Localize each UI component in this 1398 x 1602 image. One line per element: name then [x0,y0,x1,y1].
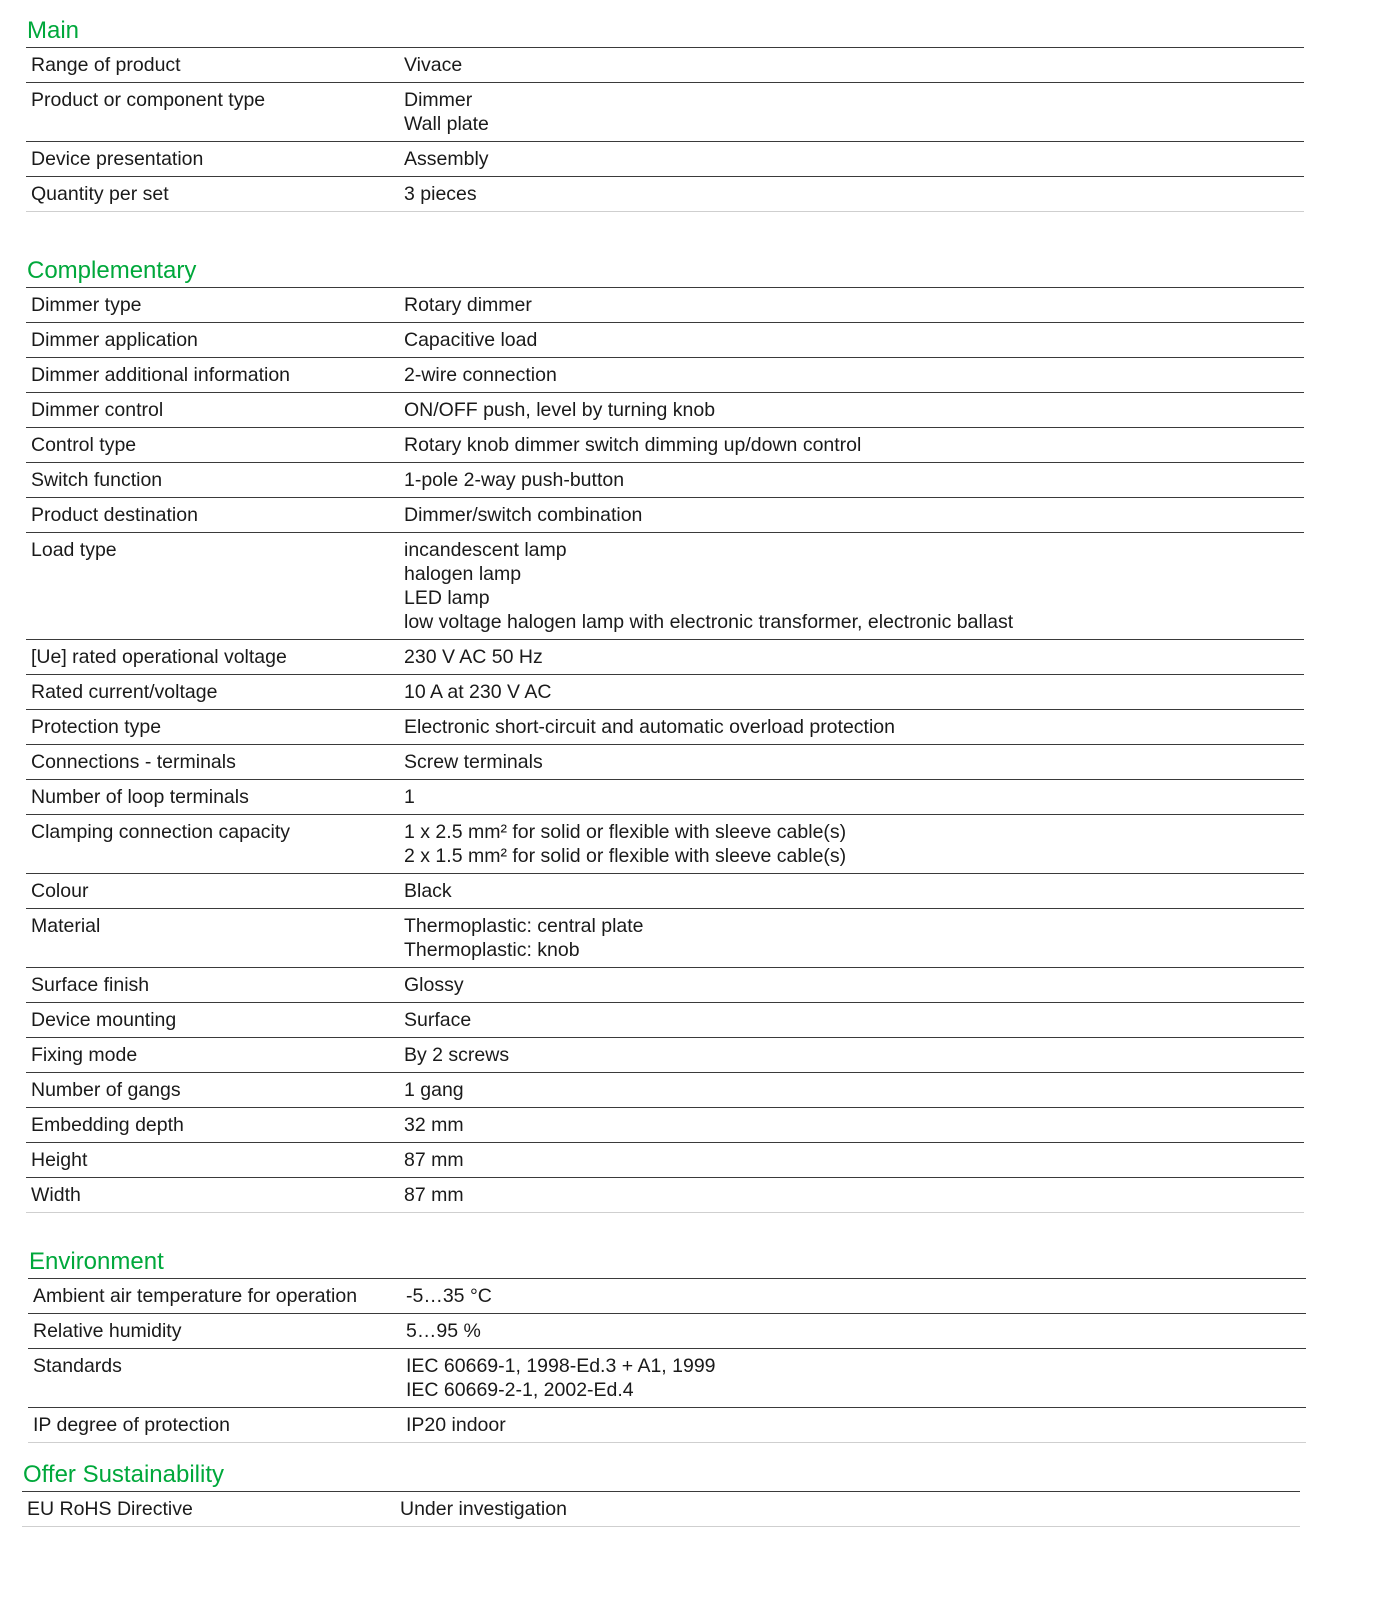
spec-value [404,468,1304,492]
spec-label: Protection type [31,716,162,738]
spec-value [404,1113,1304,1137]
spec-label: Range of product [31,54,181,76]
spec-row-colour [26,874,1304,909]
spec-row-width [26,1178,1304,1213]
spec-label: Dimmer additional information [31,364,291,386]
spec-value [406,1354,1306,1402]
spec-value-line: IEC 60669-2-1, 2002-Ed.4 [406,1379,634,1401]
spec-label: Embedding depth [31,1114,184,1136]
spec-value [404,398,1304,422]
spec-value-line: Capacitive load [404,329,538,351]
spec-value [404,293,1304,317]
section-title: Environment [29,1248,164,1275]
spec-value-line: LED lamp [404,587,490,609]
spec-row-dimmer-application [26,323,1304,358]
spec-label: Device mounting [31,1009,177,1031]
spec-value-line: IP20 indoor [406,1414,506,1436]
spec-row-standards [28,1349,1306,1408]
spec-label: Dimmer application [31,329,198,351]
spec-value-line: Assembly [404,148,489,170]
spec-value-line: 10 A at 230 V AC [404,681,552,703]
spec-value-line: Surface [404,1009,472,1031]
spec-value-line: 3 pieces [404,183,477,205]
spec-value [404,973,1304,997]
spec-row-load-type [26,533,1304,640]
spec-value [400,1497,1300,1521]
spec-value [404,914,1304,962]
spec-label: Rated current/voltage [31,681,218,703]
spec-table [26,47,1304,212]
spec-label: Product destination [31,504,198,526]
spec-row-device-mounting [26,1003,1304,1038]
spec-value-line: Under investigation [400,1498,567,1520]
spec-value [404,147,1304,171]
spec-label: Number of gangs [31,1079,181,1101]
spec-label: Colour [31,880,89,902]
spec-label: Device presentation [31,148,204,170]
spec-table [28,1278,1306,1443]
spec-value-line: IEC 60669-1, 1998-Ed.3 + A1, 1999 [406,1355,716,1377]
spec-row-range-of-product [26,48,1304,83]
spec-value [406,1413,1306,1437]
spec-row-ip-degree-of-protection [28,1408,1306,1443]
spec-row-embedding-depth [26,1108,1304,1143]
spec-row-quantity-per-set [26,177,1304,212]
spec-label: Fixing mode [31,1044,138,1066]
spec-value-line: 87 mm [404,1184,464,1206]
spec-table [26,287,1304,1213]
section-environment [28,1248,1306,1443]
spec-row-dimmer-additional-information [26,358,1304,393]
spec-row-switch-function [26,463,1304,498]
spec-label: IP degree of protection [33,1414,230,1436]
spec-value [404,363,1304,387]
spec-label: Surface finish [31,974,150,996]
spec-label: Dimmer type [31,294,142,316]
spec-value-line: incandescent lamp [404,539,567,561]
spec-value [406,1284,1306,1308]
spec-value-line: 1-pole 2-way push-button [404,469,625,491]
spec-row-number-of-gangs [26,1073,1304,1108]
spec-row-product-destination [26,498,1304,533]
spec-value-line: -5…35 °C [406,1285,492,1307]
spec-value-line: low voltage halogen lamp with electronic transformer, electronic ballast [404,611,1014,633]
spec-value-line: Rotary knob dimmer switch dimming up/down control [404,434,862,456]
spec-label: Ambient air temperature for operation [33,1285,358,1307]
spec-label: Dimmer control [31,399,164,421]
spec-label: Width [31,1184,81,1206]
spec-row-clamping-connection-capacity [26,815,1304,874]
spec-row-protection-type [26,710,1304,745]
spec-value [404,1008,1304,1032]
spec-value-line: Glossy [404,974,464,996]
spec-row-ue-rated-operational-voltage [26,640,1304,675]
spec-value-line: 2 x 1.5 mm² for solid or flexible with sleeve cable(s) [404,845,847,867]
spec-value-line: 230 V AC 50 Hz [404,646,543,668]
spec-value-line: Dimmer/switch combination [404,504,643,526]
spec-value [404,715,1304,739]
spec-table [22,1491,1300,1527]
spec-label: [Ue] rated operational voltage [31,646,287,668]
spec-row-dimmer-control [26,393,1304,428]
spec-label: Material [31,915,101,937]
spec-label: Connections - terminals [31,751,236,773]
spec-value-line: 1 [404,786,415,808]
spec-value-line: Black [404,880,452,902]
spec-value [404,182,1304,206]
section-title: Main [27,17,80,44]
spec-row-relative-humidity [28,1314,1306,1349]
spec-value-line: ON/OFF push, level by turning knob [404,399,716,421]
spec-row-rated-current-voltage [26,675,1304,710]
spec-row-number-of-loop-terminals [26,780,1304,815]
spec-value [404,503,1304,527]
spec-value-line: Dimmer [404,89,473,111]
spec-value-line: Wall plate [404,113,489,135]
spec-value [404,1078,1304,1102]
spec-value-line: Vivace [404,54,463,76]
spec-value-line: Electronic short-circuit and automatic overload protection [404,716,895,738]
spec-value [404,433,1304,457]
spec-row-connections-terminals [26,745,1304,780]
spec-row-fixing-mode [26,1038,1304,1073]
spec-value-line: 87 mm [404,1149,464,1171]
spec-value-line: Screw terminals [404,751,543,773]
spec-label: Standards [33,1355,122,1377]
spec-value-line: 1 x 2.5 mm² for solid or flexible with sleeve cable(s) [404,821,847,843]
spec-value [404,1183,1304,1207]
spec-label: Switch function [31,469,163,491]
section-offer-sustainability [22,1461,1300,1527]
spec-value-line: 2-wire connection [404,364,557,386]
spec-value [404,1043,1304,1067]
spec-value-line: 32 mm [404,1114,464,1136]
spec-row-eu-rohs-directive [22,1492,1300,1527]
spec-value [404,785,1304,809]
spec-row-device-presentation [26,142,1304,177]
spec-value [404,645,1304,669]
spec-row-height [26,1143,1304,1178]
section-main [26,17,1304,212]
spec-label: Clamping connection capacity [31,821,291,843]
section-title: Complementary [27,257,197,284]
spec-value [404,328,1304,352]
spec-value [404,820,1304,868]
spec-value [404,750,1304,774]
spec-row-control-type [26,428,1304,463]
spec-value-line: halogen lamp [404,563,522,585]
spec-value-line: Rotary dimmer [404,294,532,316]
spec-label: Load type [31,539,117,561]
spec-value [404,538,1304,634]
spec-value-line: Thermoplastic: central plate [404,915,644,937]
spec-row-material [26,909,1304,968]
spec-label: Height [31,1149,88,1171]
spec-value-line: By 2 screws [404,1044,510,1066]
spec-value-line: 1 gang [404,1079,464,1101]
section-title: Offer Sustainability [23,1461,224,1488]
spec-value [404,53,1304,77]
spec-row-surface-finish [26,968,1304,1003]
spec-value-line: 5…95 % [406,1320,481,1342]
spec-label: EU RoHS Directive [27,1498,193,1520]
spec-row-ambient-air-temperature-for-operation [28,1279,1306,1314]
spec-label: Product or component type [31,89,266,111]
spec-label: Control type [31,434,137,456]
spec-row-product-or-component-type [26,83,1304,142]
spec-value [404,1148,1304,1172]
spec-value-line: Thermoplastic: knob [404,939,580,961]
spec-value [404,879,1304,903]
section-complementary [26,257,1304,1213]
spec-label: Number of loop terminals [31,786,249,808]
spec-label: Relative humidity [33,1320,182,1342]
spec-label: Quantity per set [31,183,169,205]
spec-value [406,1319,1306,1343]
spec-row-dimmer-type [26,288,1304,323]
spec-value [404,88,1304,136]
spec-value [404,680,1304,704]
